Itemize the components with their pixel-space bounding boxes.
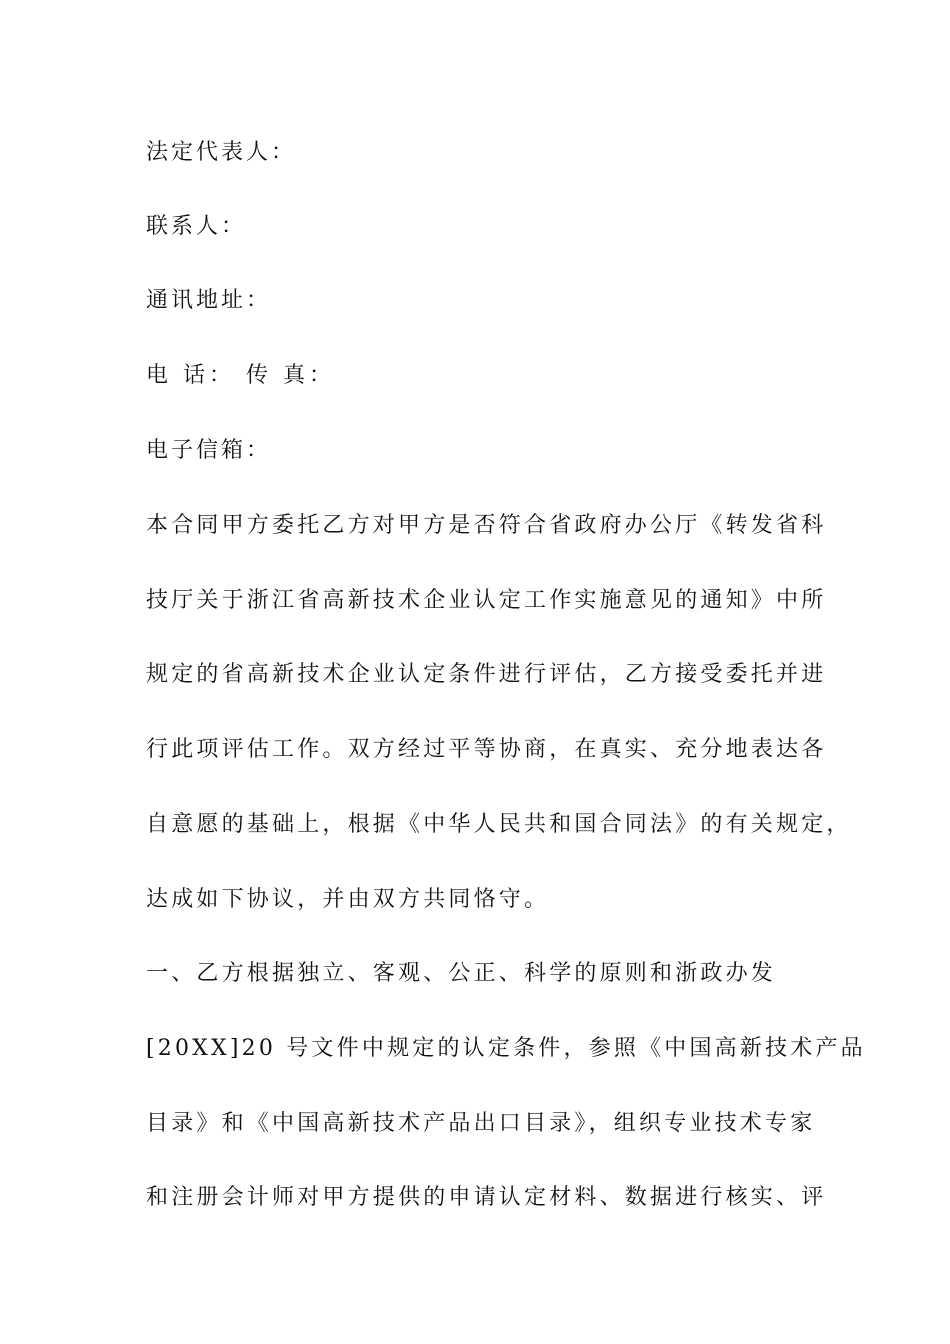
paragraph-line: 规定的省高新技术企业认定条件进行评估，乙方接受委托并进 <box>146 662 827 687</box>
paragraph-line: 达成如下协议，并由双方共同恪守。 <box>146 887 550 912</box>
paragraph-line: 和注册会计师对甲方提供的申请认定材料、数据进行核实、评 <box>146 1185 827 1210</box>
email-field: 电子信箱： <box>146 438 272 463</box>
paragraph-line: [20XX]20 号文件中规定的认定条件，参照《中国高新技术产品 <box>146 1036 866 1061</box>
contact-person-field: 联系人： <box>146 214 247 239</box>
paragraph-line: 行此项评估工作。双方经过平等协商，在真实、充分地表达各 <box>146 737 827 762</box>
paragraph-line: 目录》和《中国高新技术产品出口目录》，组织专业技术专家 <box>146 1111 816 1136</box>
phone-fax-field: 电 话： 传 真： <box>146 363 335 388</box>
mailing-address-field: 通讯地址： <box>146 288 272 313</box>
paragraph-line: 技厅关于浙江省高新技术企业认定工作实施意见的通知》中所 <box>146 588 827 613</box>
paragraph-line: 本合同甲方委托乙方对甲方是否符合省政府办公厅《转发省科 <box>146 513 827 538</box>
legal-representative-field: 法定代表人： <box>146 140 297 165</box>
paragraph-line: 自意愿的基础上，根据《中华人民共和国合同法》的有关规定， <box>146 812 852 837</box>
paragraph-line: 一、乙方根据独立、客观、公正、科学的原则和浙政办发 <box>146 961 777 986</box>
